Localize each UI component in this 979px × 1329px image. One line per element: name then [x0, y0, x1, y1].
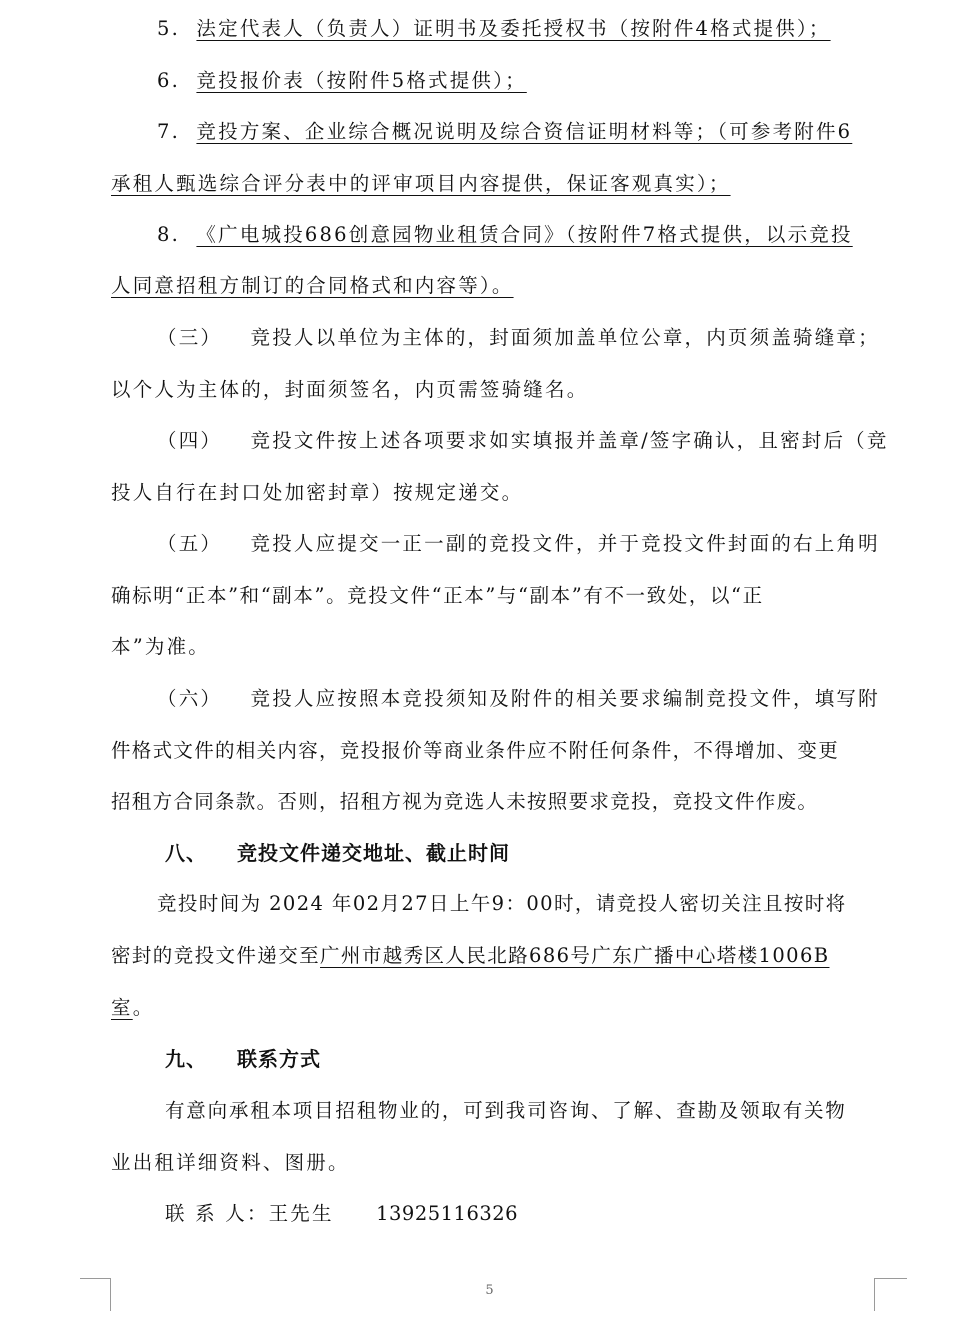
clause-6-cont2: 招租方合同条款。否则，招租方视为竞选人未按照要求竞投，竞投文件作废。: [111, 790, 819, 813]
page-number: 5: [485, 1283, 494, 1298]
item-text: 竞投方案、企业综合概况说明及综合资信证明材料等；（可参考附件6: [196, 120, 853, 143]
section-heading-8: [165, 840, 510, 866]
text-prefix: 密封的竞投文件递交至: [111, 944, 321, 967]
clause-text: 竞投人以单位为主体的，封面须加盖单位公章，内页须盖骑缝章；: [250, 326, 880, 349]
contact-phone: 13925116326: [376, 1202, 519, 1225]
contact-person: 联 系 人：王先生: [165, 1202, 334, 1225]
item-number: 8.: [157, 223, 181, 246]
item-text: 《广电城投686创意园物业租赁合同》（按附件7格式提供，以示竞投: [196, 223, 853, 246]
section-title: 竞投文件递交地址、截止时间: [236, 841, 510, 865]
section-9-paragraph-cont: 业出租详细资料、图册。: [111, 1151, 350, 1174]
section-heading-9: [165, 1046, 321, 1072]
clause-text: 竞投人应提交一正一副的竞投文件，并于竞投文件封面的右上角明: [250, 532, 880, 555]
list-item-6: [157, 68, 527, 94]
period: 。: [132, 996, 155, 1019]
clause-4: [157, 428, 889, 454]
item-number: 5.: [157, 17, 181, 40]
section-8-paragraph: 竞投时间为 2024 年02月27日上午9：00时，请竞投人密切关注且按时将: [157, 892, 847, 915]
delivery-address-end: 室: [111, 996, 133, 1019]
clause-4-cont: 投人自行在封口处加密封章）按规定递交。: [111, 481, 524, 504]
clause-number: （五）: [157, 532, 223, 555]
section-8-paragraph-cont2: [111, 995, 154, 1021]
list-item-7: [157, 119, 871, 145]
clause-number: （六）: [157, 687, 223, 710]
item-text: 法定代表人（负责人）证明书及委托授权书（按附件4格式提供）；: [196, 17, 831, 40]
section-8-paragraph-cont: [111, 943, 830, 969]
clause-6: [157, 686, 880, 712]
contact-line: [165, 1201, 518, 1227]
item-number: 7.: [157, 120, 181, 143]
clause-6-cont: 件格式文件的相关内容，竞投报价等商业条件应不附任何条件，不得增加、变更: [111, 739, 840, 762]
clause-3: [157, 325, 880, 351]
clause-5: [157, 531, 880, 557]
clause-text: 竞投人应按照本竞投须知及附件的相关要求编制竞投文件，填写附: [250, 687, 880, 710]
clause-number: （四）: [157, 429, 223, 452]
section-number: 八、: [165, 841, 207, 865]
section-title: 联系方式: [236, 1047, 321, 1071]
list-item-8: [157, 222, 853, 248]
clause-number: （三）: [157, 326, 223, 349]
section-9-paragraph: 有意向承租本项目招租物业的，可到我司咨询、了解、查勘及领取有关物: [165, 1099, 847, 1122]
item-number: 6.: [157, 69, 181, 92]
clause-text: 竞投文件按上述各项要求如实填报并盖章/签字确认，且密封后（竞: [250, 429, 889, 452]
section-number: 九、: [165, 1047, 207, 1071]
delivery-address: 广州市越秀区人民北路686号广东广播中心塔楼1006B: [320, 944, 830, 967]
list-item-5: [157, 16, 831, 42]
clause-5-cont2: 本”为准。: [111, 635, 210, 658]
list-item-8-cont: 人同意招租方制订的合同格式和内容等）。: [111, 274, 514, 297]
clause-5-cont: 确标明“正本”和“副本”。竞投文件“正本”与“副本”有不一致处，以“正: [111, 584, 764, 607]
item-text: 竞投报价表（按附件5格式提供）；: [196, 69, 527, 92]
list-item-7-cont: 承租人甄选综合评分表中的评审项目内容提供，保证客观真实）；: [111, 172, 731, 195]
clause-3-cont: 以个人为主体的，封面须签名，内页需签骑缝名。: [111, 378, 589, 401]
